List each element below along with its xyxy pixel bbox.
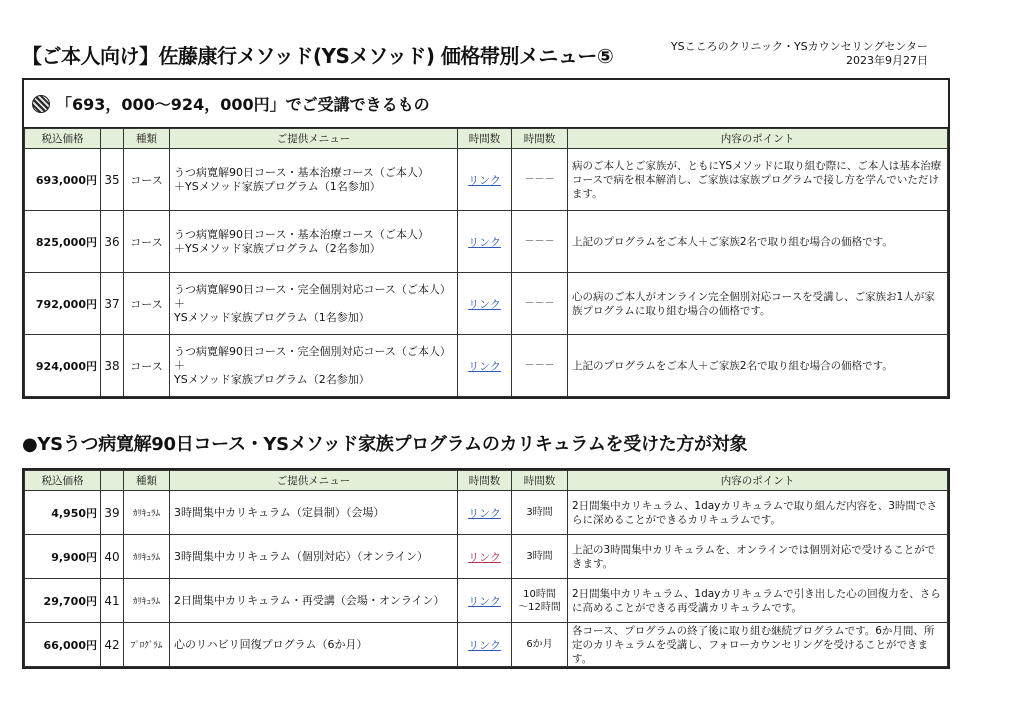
column-header-menu: ご提供メニュー xyxy=(170,129,458,149)
page-title: 【ご本人向け】佐藤康行メソッド(YSメソッド) 価格帯別メニュー⑤ xyxy=(22,44,614,68)
section-1-heading-text: 「693，000〜924，000円」でご受講できるもの xyxy=(56,95,430,114)
table-row xyxy=(25,211,948,273)
item-number: 37 xyxy=(101,273,124,335)
point-cell: 上記の3時間集中カリキュラムを、オンラインでは個別対応で受けることができます。 xyxy=(568,535,948,579)
table-row xyxy=(25,623,948,667)
price-cell: 66,000円 xyxy=(25,623,101,667)
column-header-link: 時間数 xyxy=(458,129,512,149)
point-cell: 上記のプログラムをご本人＋ご家族2名で取り組む場合の価格です。 xyxy=(568,335,948,397)
item-number: 38 xyxy=(101,335,124,397)
menu-cell xyxy=(170,273,458,335)
hours-cell: －－－ xyxy=(512,335,568,397)
item-type: コース xyxy=(124,335,170,397)
menu-line-1: うつ病寛解90日コース・基本治療コース（ご本人） xyxy=(174,165,429,179)
detail-link[interactable]: リンク xyxy=(458,535,512,579)
point-cell: 2日間集中カリキュラム、1dayカリキュラムで取り組んだ内容を、3時間でさらに深めることができるカリキュラムです。 xyxy=(568,491,948,535)
price-section-2 xyxy=(22,468,950,669)
item-type: コース xyxy=(124,211,170,273)
hours-cell xyxy=(512,491,568,535)
column-header-link: 時間数 xyxy=(458,471,512,491)
menu-line-1: うつ病寛解90日コース・基本治療コース（ご本人） xyxy=(174,227,429,241)
organization-block xyxy=(671,40,928,68)
hours-cell: －－－ xyxy=(512,211,568,273)
item-type: ｶﾘｷｭﾗﾑ xyxy=(124,535,170,579)
item-type: コース xyxy=(124,149,170,211)
menu-line-2: YSメソッド家族プログラム（2名参加） xyxy=(174,372,370,386)
item-number: 36 xyxy=(101,211,124,273)
detail-link[interactable]: リンク xyxy=(458,623,512,667)
point-cell: 各コース、プログラムの終了後に取り組む継続プログラムです。6か月間、所定のカリキュラムを受講し、フォローカウンセリングを受けることができます。 xyxy=(568,623,948,667)
item-number: 41 xyxy=(101,579,124,623)
column-header-type: 種類 xyxy=(124,129,170,149)
hours-cell xyxy=(512,579,568,623)
price-table-1 xyxy=(24,128,948,397)
hours-line-1: 3時間 xyxy=(526,551,553,562)
item-type: コース xyxy=(124,273,170,335)
menu-cell xyxy=(170,211,458,273)
item-number: 35 xyxy=(101,149,124,211)
table-row xyxy=(25,335,948,397)
detail-link[interactable]: リンク xyxy=(458,491,512,535)
detail-link[interactable]: リンク xyxy=(458,579,512,623)
price-cell: 29,700円 xyxy=(25,579,101,623)
table-header-row xyxy=(25,471,948,491)
document-date: 2023年9月27日 xyxy=(846,54,928,67)
item-number: 40 xyxy=(101,535,124,579)
point-cell: 2日間集中カリキュラム、1dayカリキュラムで引き出した心の回復力を、さらに高めることができる再受講カリキュラムです。 xyxy=(568,579,948,623)
table-header-row xyxy=(25,129,948,149)
column-header-price: 税込価格 xyxy=(25,129,101,149)
point-cell: 心の病のご本人がオンライン完全個別対応コースを受講し、ご家族お1人が家族プログラムに取り組む場合の価格です。 xyxy=(568,273,948,335)
table-row xyxy=(25,273,948,335)
table-row xyxy=(25,491,948,535)
menu-line-1: うつ病寛解90日コース・完全個別対応コース（ご本人）＋ xyxy=(174,344,451,372)
menu-cell xyxy=(170,149,458,211)
column-header-hours: 時間数 xyxy=(512,129,568,149)
menu-cell: 2日間集中カリキュラム・再受講（会場・オンライン） xyxy=(170,579,458,623)
menu-line-1: うつ病寛解90日コース・完全個別対応コース（ご本人）＋ xyxy=(174,282,451,310)
menu-line-2: ＋YSメソッド家族プログラム（2名参加） xyxy=(174,241,381,255)
price-cell: 924,000円 xyxy=(25,335,101,397)
column-header-points: 内容のポイント xyxy=(568,471,948,491)
menu-line-2: ＋YSメソッド家族プログラム（1名参加） xyxy=(174,179,381,193)
item-number: 42 xyxy=(101,623,124,667)
menu-cell: 3時間集中カリキュラム（個別対応）（オンライン） xyxy=(170,535,458,579)
item-type: ｶﾘｷｭﾗﾑ xyxy=(124,579,170,623)
price-section-1 xyxy=(22,78,950,399)
menu-cell xyxy=(170,335,458,397)
column-header-number xyxy=(101,129,124,149)
hours-line-1: 10時間 xyxy=(523,588,556,600)
hours-line-1: 6か月 xyxy=(526,639,553,650)
hours-line-1: 3時間 xyxy=(526,507,553,518)
table-row xyxy=(25,535,948,579)
item-number: 39 xyxy=(101,491,124,535)
detail-link[interactable]: リンク xyxy=(458,273,512,335)
menu-line-2: YSメソッド家族プログラム（1名参加） xyxy=(174,310,370,324)
hours-cell: －－－ xyxy=(512,273,568,335)
table-row xyxy=(25,579,948,623)
price-table-2 xyxy=(24,470,948,667)
hours-line-2: ～12時間 xyxy=(518,601,561,613)
hours-cell: －－－ xyxy=(512,149,568,211)
price-cell: 9,900円 xyxy=(25,535,101,579)
column-header-type: 種類 xyxy=(124,471,170,491)
detail-link[interactable]: リンク xyxy=(458,149,512,211)
menu-cell: 心のリハビリ回復プログラム（6か月） xyxy=(170,623,458,667)
detail-link[interactable]: リンク xyxy=(458,211,512,273)
hours-cell xyxy=(512,535,568,579)
table-row xyxy=(25,149,948,211)
item-type: ﾌﾟﾛｸﾞﾗﾑ xyxy=(124,623,170,667)
item-type: ｶﾘｷｭﾗﾑ xyxy=(124,491,170,535)
price-cell: 693,000円 xyxy=(25,149,101,211)
hours-cell xyxy=(512,623,568,667)
price-cell: 825,000円 xyxy=(25,211,101,273)
hatched-circle-icon xyxy=(32,95,50,113)
column-header-hours: 時間数 xyxy=(512,471,568,491)
section-1-heading xyxy=(24,80,948,128)
point-cell: 上記のプログラムをご本人＋ご家族2名で取り組む場合の価格です。 xyxy=(568,211,948,273)
price-cell: 792,000円 xyxy=(25,273,101,335)
column-header-price: 税込価格 xyxy=(25,471,101,491)
detail-link[interactable]: リンク xyxy=(458,335,512,397)
price-cell: 4,950円 xyxy=(25,491,101,535)
point-cell: 病のご本人とご家族が、ともにYSメソッドに取り組む際に、ご本人は基本治療コースで病を根本解消し、ご家族は家族プログラムで接し方を学んでいただけます。 xyxy=(568,149,948,211)
menu-cell: 3時間集中カリキュラム（定員制）（会場） xyxy=(170,491,458,535)
organization-name: YSこころのクリニック・YSカウンセリングセンター xyxy=(670,40,928,53)
column-header-points: 内容のポイント xyxy=(568,129,948,149)
section-2-heading: ●YSうつ病寛解90日コース・YSメソッド家族プログラムのカリキュラムを受けた方が対象 xyxy=(22,434,748,455)
column-header-number xyxy=(101,471,124,491)
column-header-menu: ご提供メニュー xyxy=(170,471,458,491)
